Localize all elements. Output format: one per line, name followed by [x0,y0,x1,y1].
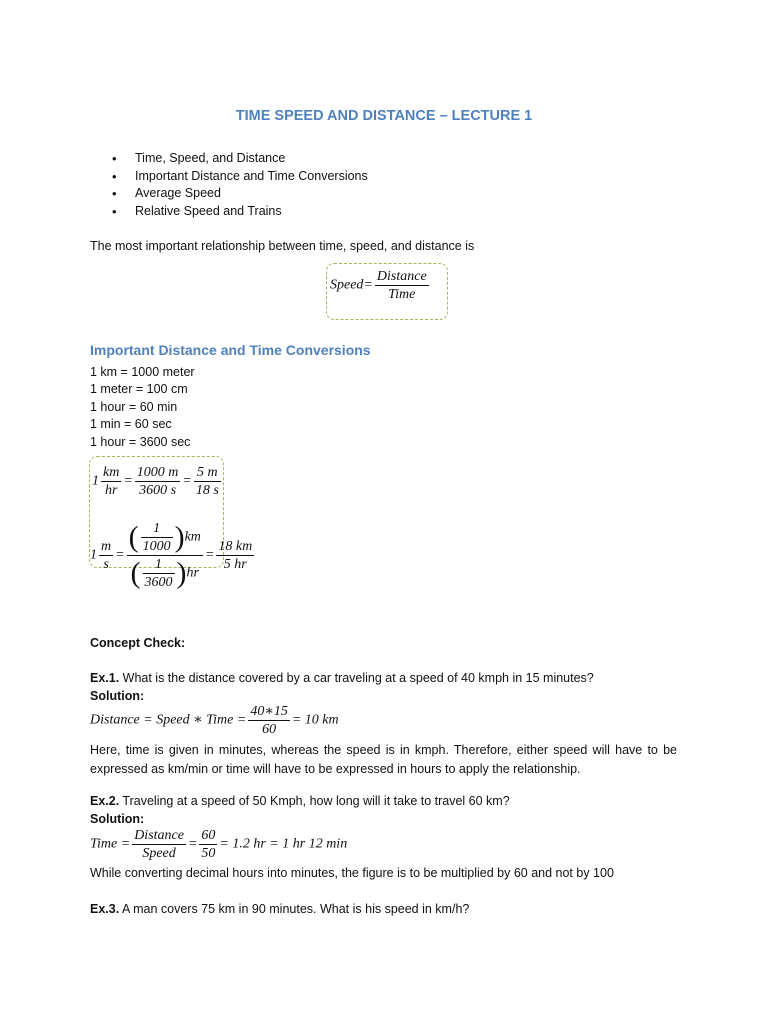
compound-numerator: ( $\frac{1}{1000}$ )km [128,520,201,554]
formula-fraction [199,827,217,862]
page-title: TIME SPEED AND DISTANCE – LECTURE 1 [235,108,533,124]
formula-fraction [132,827,186,862]
list-item: • Important Distance and Time Conversions [90,168,368,186]
formula-rhs: = 1.2 hr = 1 hr 12 min [219,836,348,852]
example-2-question [90,794,510,808]
fraction-numerator: km [103,465,120,480]
formula-fraction [216,538,254,573]
formula-lead: 1 [90,547,97,563]
example-1-question [90,671,594,685]
formula-fraction [101,464,121,499]
formula-lhs: Speed [330,277,364,293]
fraction-denominator: 60 [262,722,277,737]
conversion-line: 1 hour = 60 min [90,399,178,414]
formula-lhs: Distance = Speed ∗ Time = [90,712,247,728]
speed-formula [330,268,431,303]
concept-check-heading: Concept Check: [90,636,186,650]
conversion-line: 1 meter = 100 cm [90,382,188,397]
kmhr-conversion-formula: 1 $\frac{km}{hr}$ = $\frac{1000 m}{3600 s}$ = $\frac{5 m}{18 s}$ [92,465,219,498]
fraction-numerator: 1 [141,520,173,538]
fraction-denominator: 50 [201,846,216,861]
fraction-numerator: Distance [134,828,184,843]
formula-fraction [375,268,429,303]
question-text: A man covers 75 km in 90 minutes. What is his speed in km/h? [119,902,470,916]
solution-label: Solution: [90,812,145,826]
compound-denominator: ( $\frac{1}{3600}$ )hr [130,556,199,590]
equals-sign: = [363,277,373,293]
example-2-explanation: While converting decimal hours into minutes, the figure is to be multiplied by 60 and not by 100 [90,866,614,880]
fraction-numerator: 1 [143,556,175,574]
section-heading: Important Distance and Time Conversions [90,342,371,358]
list-item: • Time, Speed, and Distance [90,150,368,168]
fraction-denominator: 3600 [144,575,173,590]
question-text: Traveling at a speed of 50 Kmph, how long will it take to travel 60 km? [119,794,510,808]
question-text: What is the distance covered by a car traveling at a speed of 40 kmph in 15 minutes? [119,671,594,685]
intro-paragraph: The most important relationship between time, speed, and distance is [90,239,475,253]
fraction-denominator: 3600 s [139,483,177,498]
conversion-line: 1 min = 60 sec [90,417,172,432]
example-1-explanation: Here, time is given in minutes, whereas the speed is in kmph. Therefore, either speed will have to be expressed as km/min or time will have to be expressed in hours to apply the relationship. [90,743,677,776]
formula-fraction [194,464,221,499]
unit-label: hr [186,565,199,581]
fraction-numerator: 18 km [218,539,253,554]
formula-fraction [248,703,290,738]
fraction-numerator: Distance [376,269,427,284]
fraction-denominator: 5 hr [223,557,247,572]
fraction-numerator: 5 m [194,464,221,482]
fraction-denominator: Time [388,287,416,302]
inner-fraction [141,520,173,555]
inner-fraction [143,556,175,591]
fraction-denominator: Speed [142,846,176,861]
formula-rhs: = 10 km [291,712,339,728]
example-2-solution-formula: Time = $\frac{\text{Distance}}{\text{Speed}}$ = $\frac{60}{50}$ = 1.2 hr = 1 hr 12 min [90,828,348,861]
fraction-denominator: 18 s [195,483,219,498]
topic-list [90,150,368,220]
formula-lead: 1 [92,473,99,489]
formula-lhs: Time = [90,836,131,852]
example-label: Ex.2. [90,794,120,808]
example-label: Ex.1. [90,671,120,685]
formula-fraction [135,464,181,499]
fraction-denominator: s [103,557,109,572]
formula-fraction [99,538,113,573]
compound-fraction [127,520,203,591]
conversion-line: 1 hour = 3600 sec [90,434,191,449]
ms-conversion-formula: 1 $\frac{m}{s}$ = ( $\frac{1}{1000}$ )km ( $\frac{1}{3600}$ )hr = $\frac{18 km}{5 hr}$ [90,520,253,590]
unit-label: km [184,529,201,545]
conversion-line: 1 km = 1000 meter [90,365,195,379]
conversion-list [90,364,195,451]
fraction-numerator: 60 [201,828,216,843]
fraction-numerator: m [101,539,112,554]
solution-label: Solution: [90,689,145,703]
fraction-denominator: hr [104,483,118,498]
fraction-denominator: 1000 [142,539,171,554]
fraction-numerator: 40∗15 [250,704,288,719]
list-item: • Average Speed [90,185,368,203]
example-3-question [90,902,469,916]
example-1-solution-formula [90,703,339,738]
example-label: Ex.3. [90,902,120,916]
list-item: • Relative Speed and Trains [90,203,368,221]
fraction-numerator: 1000 m [136,465,179,480]
